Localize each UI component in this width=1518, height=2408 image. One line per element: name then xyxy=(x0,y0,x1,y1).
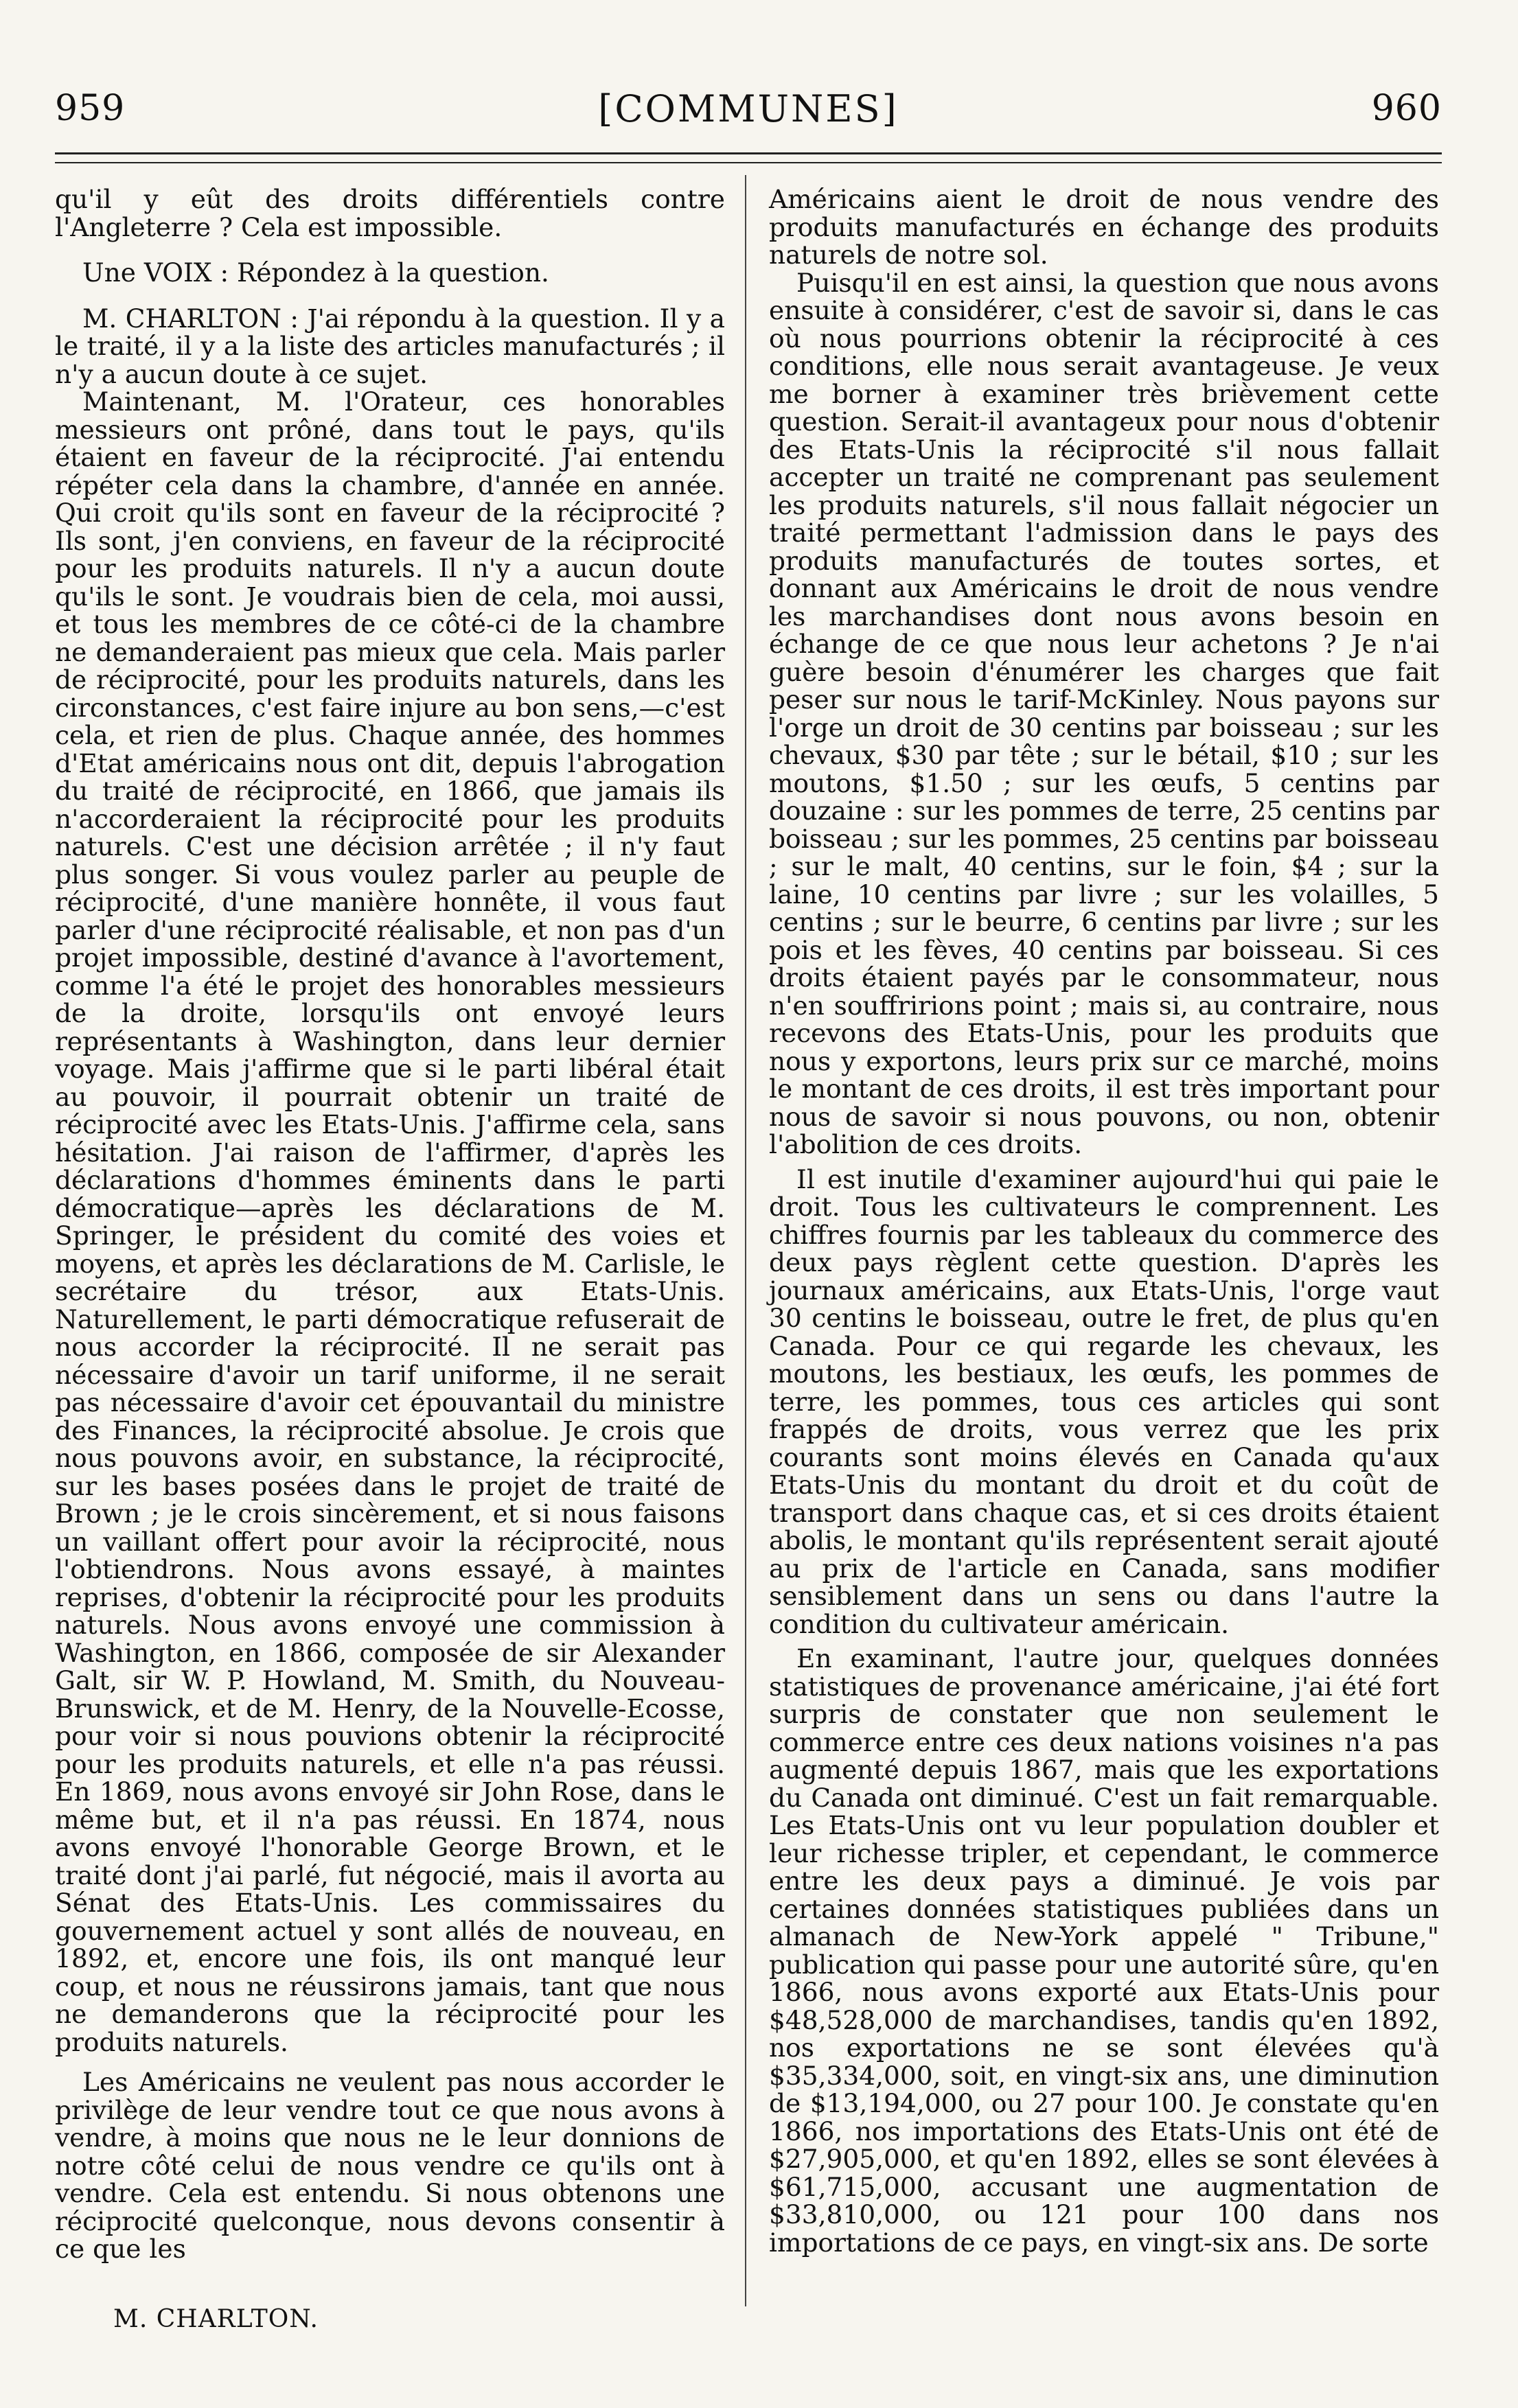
paragraph: qu'il y eût des droits différentiels contre l'Angleterre ? Cela est impossible. xyxy=(55,184,725,242)
speaker-footer: M. CHARLTON. xyxy=(113,2305,319,2333)
left-page-number: 959 xyxy=(55,88,126,129)
header-rule-bottom xyxy=(55,162,1442,163)
right-page-number: 960 xyxy=(1371,88,1442,129)
column-divider xyxy=(745,175,746,2306)
right-column xyxy=(769,185,1439,2256)
paragraph: En examinant, l'autre jour, quelques données statistiques de provenance américaine, j'ai été fort surpris de constater que non seulement le commerce entre ces deux nations voisines n'a pas augmenté depuis 1867, mais que les exportations du Canada ont diminué. C'est un fait remarquable. Les Etats-Unis ont vu leur population doubler et leur richesse tripler, et cependant, le commerce entre les deux pays a diminué. Je vois par certaines données statistiques publiées dans un almanach de New-York appelé " Tribune," publication qui passe pour une autorité sûre, qu'en 1866, nous avons exporté aux Etats-Unis pour $48,528,000 de marchandises, tandis qu'en 1892, nos exportations ne se sont élevées qu'à $35,334,000, soit, en vingt-six ans, une diminution de $13,194,000, ou 27 pour 100. Je constate qu'en 1866, nos importations des Etats-Unis ont été de $27,905,000, et qu'en 1892, elles se sont élevées à $61,715,000, accusant une augmentation de $33,810,000, ou 121 pour 100 dans nos importations de ce pays, en vingt-six ans. De sorte xyxy=(769,1643,1439,2258)
paragraph: Puisqu'il en est ainsi, la question que nous avons ensuite à considérer, c'est de savoir si, dans le cas où nous pourrions obtenir la réciprocité à ces conditions, elle nous serait avantageuse. Je veux me borner à examiner très brièvement cette question. Serait-il avantageux pour nous d'obtenir des Etats-Unis la réciprocité s'il nous fallait accepter un traité ne comprenant pas seulement les produits naturels, s'il nous fallait négocier un traité permettant l'admission dans le pays des produits manufacturés de toutes sortes, et donnant aux Américains le droit de nous vendre les marchandises dont nous avons besoin en échange de ce que nous leur achetons ? Je n'ai guère besoin d'énumérer les charges que fait peser sur nous le tarif-McKinley. Nous payons sur l'orge un droit de 30 centins par boisseau ; sur les chevaux, $30 par tête ; sur le bétail, $10 ; sur les moutons, $1.50 ; sur les œufs, 5 centins par douzaine : sur les pommes de terre, 25 centins par boisseau ; sur les pommes, 25 centins par boisseau ; sur le malt, 40 centins, sur le foin, $4 ; sur la laine, 10 centins par livre ; sur les volailles, 5 centins ; sur le beurre, 6 centins par livre ; sur les pois et les fèves, 40 centins par boisseau. Si ces droits étaient payés par le consommateur, nous n'en souffririons point ; mais si, au contraire, nous recevons des Etats-Unis, pour les produits que nous y exportons, leurs prix sur ce marché, moins le montant de ces droits, il est très important pour nous de savoir si nous pouvons, ou non, obtenir l'abolition de ces droits. xyxy=(769,267,1439,1159)
paragraph: Une VOIX : Répondez à la question. xyxy=(82,257,549,288)
left-column xyxy=(55,185,725,2263)
section-title: [COMMUNES] xyxy=(598,86,899,130)
paragraph: Les Américains ne veulent pas nous accorder le privilège de leur vendre tout ce que nous avons à vendre, à moins que nous ne le leur donnions de notre côté celui de nous vendre ce qu'ils ont à vendre. Cela est entendu. Si nous obtenons une réciprocité quelconque, nous devons consentir à ce que les xyxy=(55,2067,725,2264)
paragraph: M. CHARLTON : J'ai répondu à la question. Il y a le traité, il y a la liste des articles manufacturés ; il n'y a aucun doute à ce sujet. xyxy=(55,303,725,389)
paragraph: Il est inutile d'examiner aujourd'hui qui paie le droit. Tous les cultivateurs le comprennent. Les chiffres fournis par les tableaux du commerce des deux pays règlent cette question. D'après les journaux américains, aux Etats-Unis, l'orge vaut 30 centins le boisseau, outre le fret, de plus qu'en Canada. Pour ce qui regarde les chevaux, les moutons, les bestiaux, les œufs, les pommes de terre, les pommes, tous ces articles qui sont frappés de droits, vous verrez que les prix courants sont moins élevés en Canada qu'aux Etats-Unis du montant du droit et du coût de transport dans chaque cas, et si ces droits étaient abolis, le montant qu'ils représentent serait ajouté au prix de l'article en Canada, sans modifier sensiblement dans un sens ou dans l'autre la condition du cultivateur américain. xyxy=(769,1164,1439,1639)
paragraph: Américains aient le droit de nous vendre des produits manufacturés en échange des produits naturels de notre sol. xyxy=(769,184,1439,270)
paragraph: Maintenant, M. l'Orateur, ces honorables messieurs ont prôné, dans tout le pays, qu'ils étaient en faveur de la réciprocité. J'ai entendu répéter cela dans la chambre, d'année en année. Qui croit qu'ils sont en faveur de la réciprocité ? Ils sont, j'en conviens, en faveur de la réciprocité pour les produits naturels. Il n'y a aucun doute qu'ils le sont. Je voudrais bien de cela, moi aussi, et tous les membres de ce côté-ci de la chambre ne demanderaient pas mieux que cela. Mais parler de réciprocité, pour les produits naturels, dans les circonstances, c'est faire injure au bon sens,—c'est cela, et rien de plus. Chaque année, des hommes d'Etat américains nous ont dit, depuis l'abrogation du traité de réciprocité, en 1866, que jamais ils n'accorderaient la réciprocité pour les produits naturels. C'est une décision arrêtée ; il n'y faut plus songer. Si vous voulez parler au peuple de réciprocité, d'une manière honnête, il vous faut parler d'une réciprocité réalisable, et non pas d'un projet impossible, destiné d'avance à l'avortement, comme l'a été le projet des honorables messieurs de la droite, lorsqu'ils ont envoyé leurs représentants à Washington, dans leur dernier voyage. Mais j'affirme que si le parti libéral était au pouvoir, il pourrait obtenir un traité de réciprocité avec les Etats-Unis. J'affirme cela, sans hésitation. J'ai raison de l'affirmer, d'après les déclarations d'hommes éminents dans le parti démocratique—après les déclarations de M. Springer, le président du comité des voies et moyens, et après les déclarations de M. Carlisle, le secrétaire du trésor, aux Etats-Unis. Naturellement, le parti démocratique refuserait de nous accorder la réciprocité. Il ne serait pas nécessaire d'avoir un tarif uniforme, il ne serait pas nécessaire d'avoir cet épouvantail du ministre des Finances, la réciprocité absolue. Je crois que nous pouvons avoir, en substance, la réciprocité, sur les bases posées dans le projet de traité de Brown ; je le crois sincèrement, et si nous faisons un vaillant offert pour avoir la réciprocité, nous l'obtiendrons. Nous avons essayé, à maintes reprises, d'obtenir la réciprocité pour les produits naturels. Nous avons envoyé une commission à Washington, en 1866, composée de sir Alexander Galt, sir W. P. Howland, M. Smith, du Nouveau-Brunswick, et de M. Henry, de la Nouvelle-Ecosse, pour voir si nous pouvions obtenir la réciprocité pour les produits naturels, et elle n'a pas réussi. En 1869, nous avons envoyé sir John Rose, dans le même but, et il n'a pas réussi. En 1874, nous avons envoyé l'honorable George Brown, et le traité dont j'ai parlé, fut négocié, mais il avorta au Sénat des Etats-Unis. Les commissaires du gouvernement actuel y sont allés de nouveau, en 1892, et, encore une fois, ils ont manqué leur coup, et nous ne réussirons jamais, tant que nous ne demanderons que la réciprocité pour les produits naturels. xyxy=(55,386,725,2057)
page-header xyxy=(55,81,1442,136)
header-rule-top xyxy=(55,152,1442,154)
